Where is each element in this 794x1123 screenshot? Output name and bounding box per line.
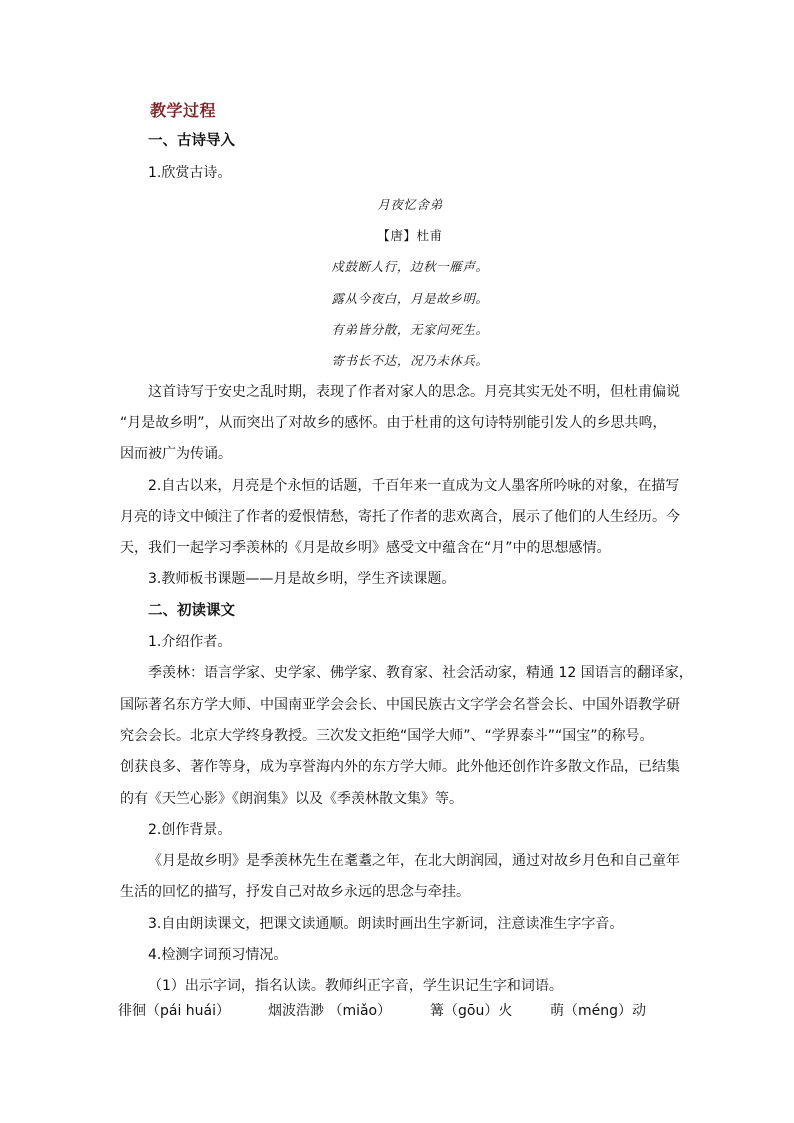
step-background: 2.创作背景。 [148, 821, 232, 838]
author-bio-line: 季羡林：语言学家、史学家、佛学家、教育家、社会活动家，精通 12 国语言的翻译家， [148, 665, 693, 682]
poem-commentary-line: “月是故乡明”，从而突出了对故乡的感怀。由于杜甫的这句诗特别能引发人的乡思共鸣， [120, 414, 667, 431]
step-appreciate-poem: 1.欣赏古诗。 [148, 164, 232, 181]
step-introduce-author: 1.介绍作者。 [148, 634, 232, 651]
vocab-word-row [120, 1003, 700, 1020]
background-line: 生活的回忆的描写，抒发自己对故乡永远的思念与牵挂。 [120, 884, 470, 901]
background-line: 《月是故乡明》是季羡林先生在耄耋之年，在北大朗润园，通过对故乡月色和自己童年 [148, 853, 680, 870]
step-vocab-substep: （1）出示字词，指名认读。教师纠正字音，学生识记生字和词语。 [148, 978, 563, 995]
moon-theme-line: 天，我们一起学习季羡林的《月是故乡明》感受文中蕴含在“月”中的思想感情。 [120, 540, 611, 557]
moon-theme-line: 2.自古以来，月亮是个永恒的话题，千百年来一直成为文人墨客所吟咏的对象，在描写 [148, 477, 680, 494]
document-body [120, 95, 700, 1020]
poem-line: 露从今夜白，月是故乡明。 [331, 290, 489, 306]
poem-line: 有弟皆分散，无家问死生。 [331, 322, 489, 338]
poem-title: 月夜忆舍弟 [377, 196, 443, 212]
author-bio-line: 究会会长。北京大学终身教授。三次发文拒绝“国学大师”、“学界泰斗”“国宝”的称号。 [120, 727, 654, 744]
poem-author: 【唐】杜甫 [377, 228, 443, 244]
vocab-word: 烟波浩渺 （miǎo） [268, 1002, 392, 1019]
step-vocab-check: 4.检测字词预习情况。 [148, 947, 288, 964]
section-heading-poem-intro: 一、古诗导入 [148, 133, 235, 150]
poem-line: 戍鼓断人行，边秋一雁声。 [331, 259, 489, 275]
vocab-word: 徘徊（pái huái） [118, 1002, 231, 1019]
step-board-title: 3.教师板书课题——月是故乡明，学生齐读课题。 [148, 571, 456, 588]
moon-theme-line: 月亮的诗文中倾注了作者的爱恨情愁，寄托了作者的悲欢离合，展示了他们的人生经历。今 [120, 508, 680, 525]
poem-line: 寄书长不达，况乃未休兵。 [331, 353, 489, 369]
vocab-word: 萌（méng）动 [550, 1002, 647, 1019]
author-bio-line: 的有《天竺心影》《朗润集》以及《季羡林散文集》等。 [120, 790, 463, 807]
author-bio-line: 国际著名东方学大师、中国南亚学会会长、中国民族古文字学会名誉会长、中国外语教学研 [120, 696, 680, 713]
poem-commentary-line: 这首诗写于安史之乱时期，表现了作者对家人的思念。月亮其实无处不明，但杜甫偏说 [148, 383, 680, 400]
vocab-word: 篝（gōu）火 [430, 1002, 513, 1019]
author-bio-line: 创获良多、著作等身，成为享誉海内外的东方学大师。此外他还创作许多散文作品，已结集 [120, 759, 680, 776]
step-free-reading: 3.自由朗读课文，把课文读通顺。朗读时画出生字新词，注意读准生字字音。 [148, 915, 624, 932]
page-title: 教学过程 [150, 101, 217, 120]
poem-commentary-line: 因而被广为传诵。 [120, 446, 232, 463]
section-heading-first-reading: 二、初读课文 [148, 602, 235, 619]
